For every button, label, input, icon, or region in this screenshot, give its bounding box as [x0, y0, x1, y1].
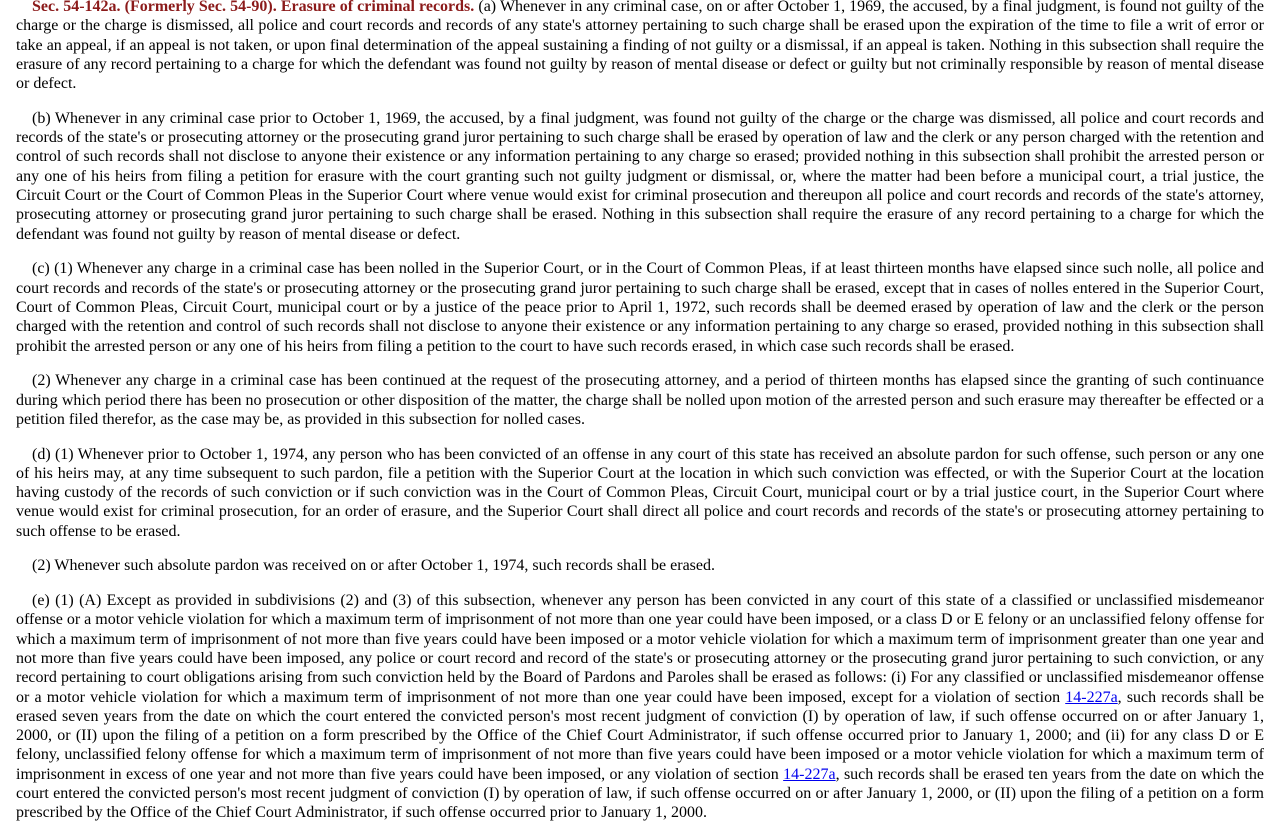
subsection-c2-paragraph: (2) Whenever any charge in a criminal case has been continued at the request of the prosecuting attorney, and a period of thirteen months has elapsed since the granting of such continuance during which period there has been no prosecution or other disposition of the matter, the charge shall be nolled upon motion of the arrested person and such erasure may thereafter be effected or a petition filed therefor, as the case may be, as provided in this subsection for nolled cases.	[16, 372, 1264, 428]
section-14-227a-link-second[interactable]: 14-227a	[783, 765, 836, 783]
subsection-d1-paragraph: (d) (1) Whenever prior to October 1, 1974, any person who has been convicted of an offense in any court of this state has received an absolute pardon for such offense, such person or any one of his heirs may, at any time subsequent to such pardon, file a petition with the Superior Court at the location in which such conviction was effected, or with the Superior Court at the location having custody of the records of such conviction or if such conviction was in the Court of Common Pleas, Circuit Court, municipal court or by a trial justice court, in the Superior Court where venue would exist for criminal prosecution, for an order of erasure, and the Superior Court shall direct all police and court records and records of the state's or prosecuting attorney pertaining to such offense to be erased.	[16, 445, 1264, 540]
subsection-e-text-part-3: , such records shall be erased ten years from the date on which the court entered the convicted person's most recent judgment of conviction (I) by operation of law, if such offense occurred on or after January 1, 2000, or (II) upon the filing of a petition on a form prescribed by the Office of the Chief Court Administrator, if such offense occurred prior to January 1, 2000.	[16, 765, 1265, 822]
subsection-c1-paragraph: (c) (1) Whenever any charge in a criminal case has been nolled in the Superior Court, or in the Court of Common Pleas, if at least thirteen months have elapsed since such nolle, all police and court records and records of the state's or prosecuting attorney or the prosecuting grand juror pertaining to such charge shall be erased, except that in cases of nolles entered in the Superior Court, Court of Common Pleas, Circuit Court, municipal court or by a justice of the peace prior to April 1, 1972, such records shall be deemed erased by operation of law and the clerk or the person charged with the retention and control of such records shall not disclose to anyone their existence or any information pertaining to any charge so erased, provided nothing in this subsection shall prohibit the arrested person or any one of his heirs from filing a petition to the court to have such records erased, in which case such records shall be erased.	[16, 260, 1264, 355]
section-heading: Sec. 54-142a. (Formerly Sec. 54-90). Erasure of criminal records.	[32, 0, 475, 15]
subsection-b-paragraph: (b) Whenever in any criminal case prior to October 1, 1969, the accused, by a final judgment, was found not guilty of the charge or the charge was dismissed, all police and court records and records of the state's or prosecuting attorney or the prosecuting grand juror pertaining to such charge shall be erased by operation of law and the clerk or any person charged with the retention and control of such records shall not disclose to anyone their existence or any information pertaining to any charge so erased; provided nothing in this subsection shall prohibit the arrested person or any one of his heirs from filing a petition for erasure with the court granting such not guilty judgment or dismissal, or, where the matter had been before a municipal court, a trial justice, the Circuit Court or the Court of Common Pleas in the Superior Court where venue would exist for criminal prosecution and thereupon all police and court records and records of the state's attorney, prosecuting attorney or prosecuting grand juror pertaining to such charge shall be erased. Nothing in this subsection shall require the erasure of any record pertaining to a charge for which the defendant was found not guilty by reason of mental disease or defect.	[16, 109, 1264, 243]
subsection-e1-paragraph	[16, 591, 1264, 823]
subsection-d2-paragraph: (2) Whenever such absolute pardon was received on or after October 1, 1974, such records shall be erased.	[32, 557, 715, 575]
subsection-e-text-part-1: (e) (1) (A) Except as provided in subdivisions (2) and (3) of this subsection, whenever any person has been convicted in any court of this state of a classified or unclassified misdemeanor offense or a motor vehicle violation for which a maximum term of imprisonment of not more than one year could have been imposed, or a class D or E felony or an unclassified felony offense for which a maximum term of imprisonment of not more than five years could have been imposed or a motor vehicle violation for which a maximum term of imprisonment greater than one year and not more than five years could have been imposed, any police or court record and record of the state's or prosecuting attorney or the prosecuting grand juror pertaining to such conviction, or any record pertaining to court obligations arising from such conviction held by the Board of Pardons and Paroles shall be erased as follows: (i) For any classified or unclassified misdemeanor offense or a motor vehicle violation for which a maximum term of imprisonment of not more than one year could have been imposed, except for a violation of section	[16, 592, 1264, 706]
subsection-e-text-part-2: , such records shall be erased seven years from the date on which the court entered the convicted person's most recent judgment of conviction (I) by operation of law, if such offense occurred on or after January 1, 2000, or (II) upon the filing of a petition on a form prescribed by the Office of the Chief Court Administrator, if such offense occurred prior to January 1, 2000; and (ii) for any class D or E felony, unclassified felony offense for which a maximum term of imprisonment of not more than five years could have been imposed or a motor vehicle violation for which a maximum term of imprisonment in excess of one year and not more than five years could have been imposed, or any violation of section	[16, 688, 1265, 783]
section-14-227a-link[interactable]: 14-227a	[1065, 688, 1118, 706]
subsection-a-paragraph	[16, 0, 1264, 93]
statute-document	[16, 0, 1264, 838]
subsection-a-text: (a) Whenever in any criminal case, on or after October 1, 1969, the accused, by a final judgment, is found not guilty of the charge or the charge is dismissed, all police and court records and records of any state's attorney pertaining to such charge shall be erased upon the expiration of the time to file a writ of error or take an appeal, if an appeal is not taken, or upon final determination of the appeal sustaining a finding of not guilty or a dismissal, if an appeal is taken. Nothing in this subsection shall require the erasure of any record pertaining to a charge for which the defendant was found not guilty by reason of mental disease or defect or guilty but not criminally responsible by reason of mental disease or defect.	[16, 0, 1265, 93]
